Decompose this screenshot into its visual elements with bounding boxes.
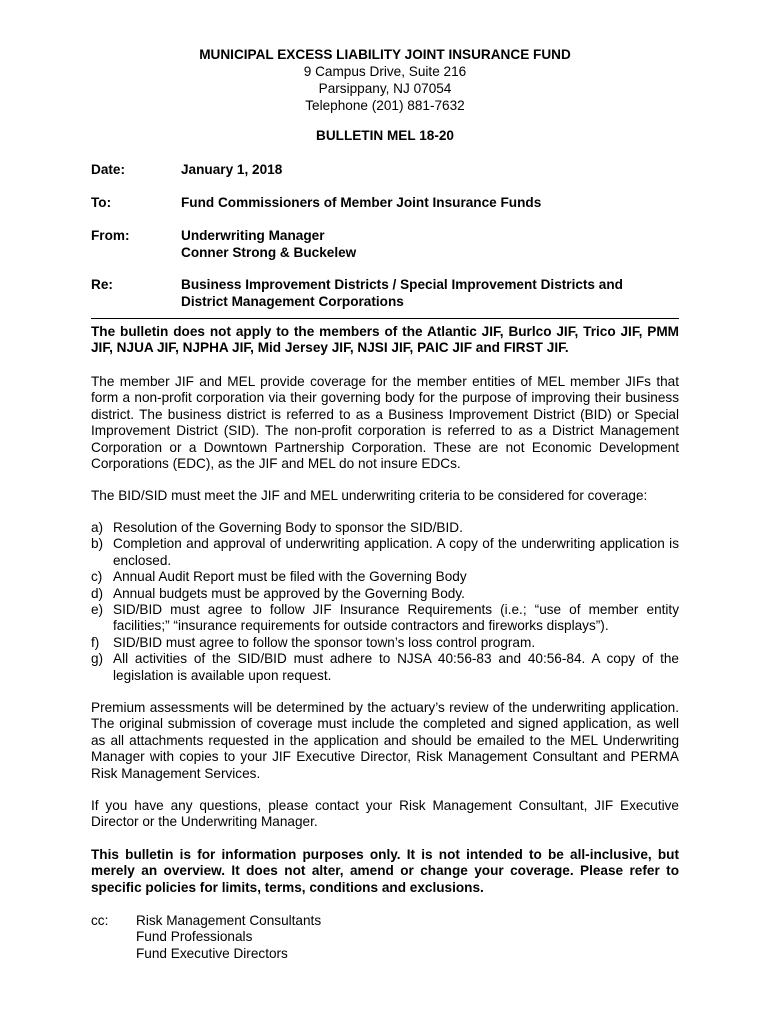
questions-paragraph: If you have any questions, please contact your Risk Management Consultant, JIF Executive Director or the Underwriting Manager. bbox=[91, 798, 679, 830]
premium-paragraph: Premium assessments will be determined by the actuary’s review of the underwriting application. The original submission of coverage must include the completed and signed application, as well as all attachments requested in the application and should be emailed to the MEL Underwriting Manager with copies to your JIF Executive Director, Risk Management Consultant and PERMA Risk Management Services. bbox=[91, 700, 679, 781]
list-item-text: Completion and approval of underwriting application. A copy of the underwriting application is enclosed. bbox=[113, 536, 679, 568]
bulletin-title: BULLETIN MEL 18-20 bbox=[316, 128, 454, 143]
address-line-1: 9 Campus Drive, Suite 216 bbox=[303, 64, 467, 79]
list-marker: d) bbox=[91, 585, 104, 601]
from-title: Underwriting Manager bbox=[181, 228, 325, 243]
date-value: January 1, 2018 bbox=[181, 162, 283, 177]
list-item-text: Annual budgets must be approved by the Governing Body. bbox=[113, 585, 465, 601]
cc-recipients bbox=[136, 913, 486, 962]
from-value bbox=[181, 227, 681, 261]
date-label: Date: bbox=[91, 162, 125, 177]
divider bbox=[91, 318, 679, 319]
telephone: Telephone (201) 881-7632 bbox=[305, 98, 465, 113]
letterhead bbox=[0, 46, 770, 114]
from-company: Conner Strong & Buckelew bbox=[181, 245, 357, 260]
organization-name: MUNICIPAL EXCESS LIABILITY JOINT INSURANCE FUND bbox=[199, 47, 571, 62]
list-marker: b) bbox=[91, 536, 104, 552]
list-item-text: All activities of the SID/BID must adhere to NJSA 40:56-83 and 40:56-84. A copy of the legislation is available upon request. bbox=[113, 651, 679, 683]
re-line-2: District Management Corporations bbox=[181, 294, 404, 309]
list-item-text: Annual Audit Report must be filed with the Governing Body bbox=[113, 569, 467, 585]
cc-recipient: Fund Professionals bbox=[136, 929, 253, 945]
list-item bbox=[91, 586, 679, 602]
criteria-list bbox=[91, 520, 679, 684]
list-item bbox=[91, 569, 679, 585]
cc-recipient: Risk Management Consultants bbox=[136, 913, 322, 928]
to-value: Fund Commissioners of Member Joint Insurance Funds bbox=[181, 195, 542, 210]
list-marker: e) bbox=[91, 602, 104, 618]
re-label: Re: bbox=[91, 277, 113, 292]
disclaimer: This bulletin is for information purposes only. It is not intended to be all-inclusive, but merely an overview. It does not alter, amend or change your coverage. Please refer to specific policies for limits, terms, conditions and exclusions. bbox=[91, 847, 679, 895]
cc-recipient: Fund Executive Directors bbox=[136, 945, 288, 961]
list-item bbox=[91, 651, 679, 684]
from-label: From: bbox=[91, 228, 130, 243]
re-line-1: Business Improvement Districts / Special Improvement Districts and bbox=[181, 277, 623, 292]
to-label: To: bbox=[91, 195, 112, 210]
applicability-notice: The bulletin does not apply to the members of the Atlantic JIF, Burlco JIF, Trico JIF, PMM JIF, NJUA JIF, NJPHA JIF, Mid Jersey JIF, NJSI JIF, PAIC JIF and FIRST JIF. bbox=[91, 324, 679, 356]
coverage-paragraph: The member JIF and MEL provide coverage for the member entities of MEL member JIFs that form a non-profit corporation via their governing body for the purpose of improving their business district. The business district is referred to as a Business Improvement District (BID) or Special Improvement District (SID). The non-profit corporation is referred to as a District Management Corporation or a Downtown Partnership Corporation. These are not Economic Development Corporations (EDC), as the JIF and MEL do not insure EDCs. bbox=[91, 374, 679, 472]
list-marker: g) bbox=[91, 651, 104, 667]
list-item bbox=[91, 635, 679, 651]
cc-label: cc: bbox=[91, 913, 109, 928]
list-item-text: SID/BID must agree to follow JIF Insurance Requirements (i.e.; “use of member entity facilities;” “insurance requirements for outside contractors and fireworks displays”). bbox=[113, 602, 679, 634]
list-item-text: Resolution of the Governing Body to sponsor the SID/BID. bbox=[113, 520, 463, 535]
list-marker: f) bbox=[91, 634, 100, 650]
list-item bbox=[91, 602, 679, 635]
list-marker: a) bbox=[91, 520, 104, 535]
list-item bbox=[91, 520, 679, 536]
address-line-2: Parsippany, NJ 07054 bbox=[318, 81, 452, 96]
list-item bbox=[91, 536, 679, 569]
list-marker: c) bbox=[91, 569, 103, 585]
list-item-text: SID/BID must agree to follow the sponsor town’s loss control program. bbox=[113, 634, 536, 650]
re-value bbox=[181, 276, 681, 310]
criteria-intro: The BID/SID must meet the JIF and MEL underwriting criteria to be considered for coverage: bbox=[91, 488, 648, 503]
